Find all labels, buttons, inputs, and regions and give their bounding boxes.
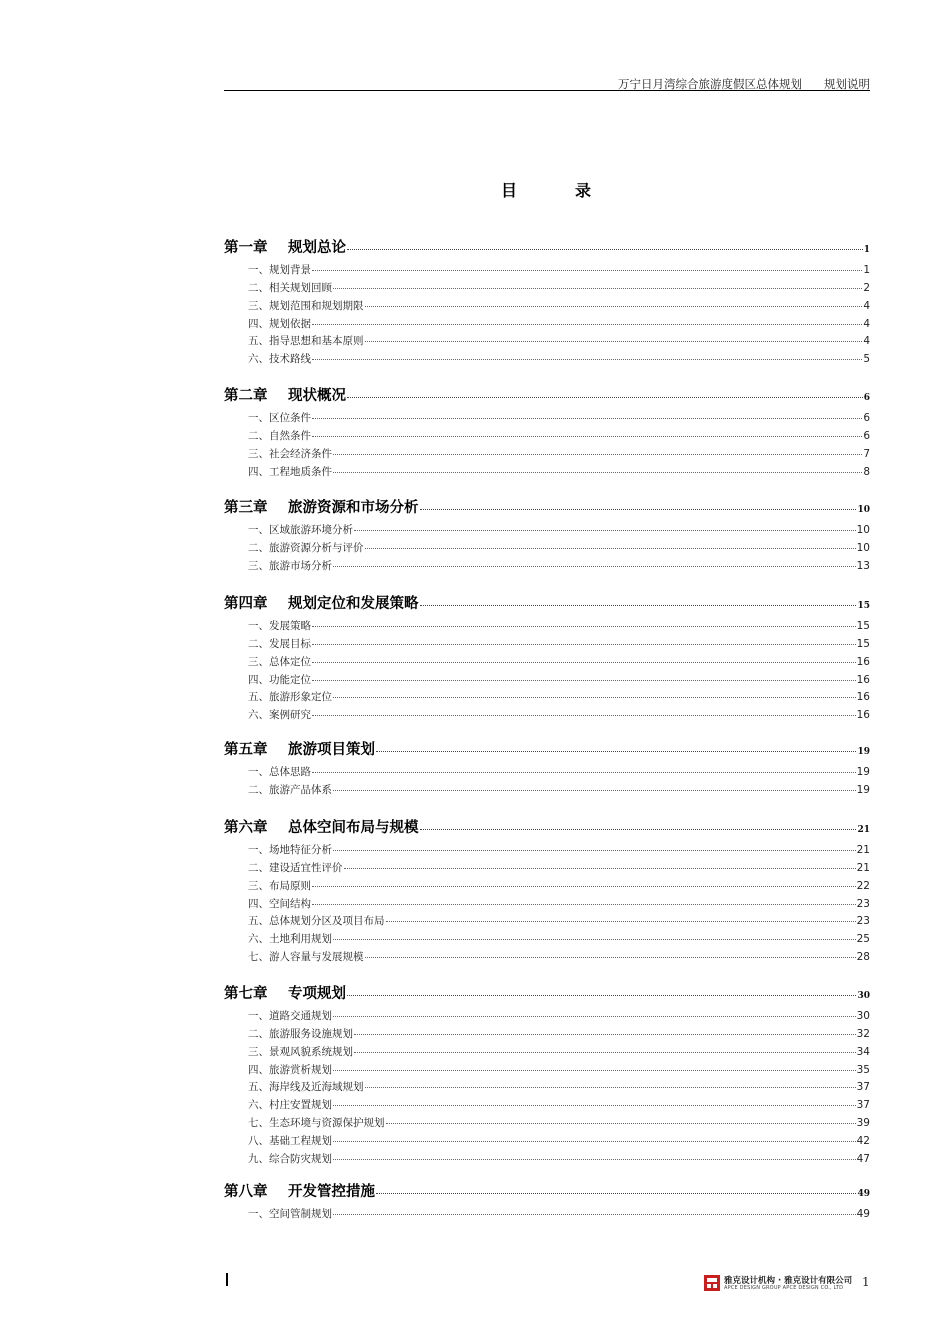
- toc-section-row[interactable]: [248, 672, 870, 686]
- section-label: 一、区位条件: [248, 412, 311, 424]
- dot-leader: [312, 418, 862, 419]
- section-page: 37: [856, 1099, 870, 1112]
- section-label: 四、旅游赏析规划: [248, 1063, 332, 1076]
- dot-leader: [354, 1034, 856, 1035]
- toc-section-row[interactable]: [248, 636, 870, 650]
- toc-section-row[interactable]: [248, 764, 870, 778]
- toc-section-row[interactable]: [248, 707, 870, 721]
- section-page: 2: [863, 281, 870, 294]
- toc-section-row[interactable]: [248, 1206, 870, 1220]
- section-label: 三、规划范围和规划期限: [248, 299, 364, 312]
- section-page: 23: [856, 915, 870, 928]
- toc-section-row[interactable]: [248, 878, 870, 892]
- dot-leader: [333, 1016, 856, 1017]
- toc-title-left: 目: [501, 181, 518, 200]
- toc-chapter-row[interactable]: [224, 384, 870, 404]
- toc-section-row[interactable]: [248, 842, 870, 856]
- section-label: 四、工程地质条件: [248, 465, 332, 478]
- section-label: 二、自然条件: [248, 429, 311, 442]
- dot-leader: [312, 436, 862, 437]
- section-page: 42: [856, 1134, 870, 1147]
- toc-section-row[interactable]: [248, 558, 870, 572]
- section-page: 7: [863, 447, 870, 460]
- toc-section-row[interactable]: [248, 464, 870, 478]
- dot-leader: [365, 1087, 856, 1088]
- dot-leader: [354, 1052, 856, 1053]
- dot-leader: [333, 1070, 856, 1071]
- toc-section-row[interactable]: [248, 446, 870, 460]
- chapter-number: 第六章: [224, 820, 268, 836]
- chapter-title: 旅游项目策划: [288, 742, 375, 758]
- page-header: [224, 76, 870, 90]
- toc-section-row[interactable]: [248, 333, 870, 347]
- section-label: 一、场地特征分析: [248, 844, 332, 856]
- section-page: 10: [856, 524, 870, 536]
- toc-section-row[interactable]: [248, 1097, 870, 1111]
- dot-leader: [312, 886, 856, 887]
- toc-section-row[interactable]: [248, 280, 870, 294]
- logo-mark-icon: [704, 1275, 720, 1291]
- section-page: 21: [856, 861, 870, 874]
- section-label: 三、社会经济条件: [248, 447, 332, 460]
- chapter-title: 规划总论: [288, 240, 346, 256]
- dot-leader: [333, 939, 856, 940]
- toc-section-row[interactable]: [248, 1044, 870, 1058]
- dot-leader: [347, 397, 863, 398]
- dot-leader: [333, 1105, 856, 1106]
- header-doc-type: 规划说明: [824, 77, 870, 91]
- section-label: 二、旅游服务设施规划: [248, 1027, 353, 1040]
- chapter-page: 19: [857, 747, 870, 757]
- dot-leader: [312, 324, 862, 325]
- toc-section-row[interactable]: [248, 522, 870, 536]
- section-page: 13: [856, 559, 870, 572]
- section-page: 16: [856, 655, 870, 668]
- toc-chapter-row[interactable]: [224, 496, 870, 516]
- section-label: 一、道路交通规划: [248, 1010, 332, 1022]
- dot-leader: [312, 626, 856, 627]
- chapter-page: 49: [857, 1189, 870, 1199]
- section-label: 三、总体定位: [248, 655, 311, 668]
- dot-leader: [365, 957, 856, 958]
- section-label: 二、旅游产品体系: [248, 783, 332, 796]
- section-page: 10: [856, 541, 870, 554]
- dot-leader: [365, 306, 863, 307]
- dot-leader: [333, 288, 862, 289]
- section-label: 一、区域旅游环境分析: [248, 524, 353, 536]
- chapter-page: 10: [857, 505, 870, 515]
- section-label: 四、空间结构: [248, 897, 311, 910]
- chapter-title: 现状概况: [288, 388, 346, 404]
- toc-section-row[interactable]: [248, 913, 870, 927]
- dot-leader: [312, 359, 862, 360]
- toc-chapter-row[interactable]: [224, 236, 870, 256]
- chapter-title: 专项规划: [288, 986, 346, 1002]
- section-label: 三、景观风貌系统规划: [248, 1045, 353, 1058]
- section-page: 35: [856, 1063, 870, 1076]
- toc-section-row[interactable]: [248, 896, 870, 910]
- section-label: 五、旅游形象定位: [248, 691, 332, 704]
- dot-leader: [312, 904, 856, 905]
- toc-chapter-row[interactable]: [224, 816, 870, 836]
- logo-cn-text: 雅克设计机构 · 雅克设计有限公司: [724, 1276, 853, 1286]
- toc-section-row[interactable]: [248, 540, 870, 554]
- chapter-number: 第四章: [224, 596, 268, 612]
- toc-section-row[interactable]: [248, 351, 870, 365]
- dot-leader: [312, 644, 856, 645]
- dot-leader: [365, 341, 863, 342]
- dot-leader: [376, 751, 856, 752]
- toc-section-row[interactable]: [248, 1133, 870, 1147]
- section-label: 一、规划背景: [248, 264, 311, 276]
- section-page: 5: [863, 353, 870, 366]
- toc-section-row[interactable]: [248, 1115, 870, 1129]
- dot-leader: [312, 715, 856, 716]
- dot-leader: [347, 995, 856, 996]
- section-label: 六、村庄安置规划: [248, 1099, 332, 1112]
- chapter-number: 第八章: [224, 1184, 268, 1200]
- toc-section-row[interactable]: [248, 1079, 870, 1093]
- toc-section-row[interactable]: [248, 262, 870, 276]
- section-label: 七、生态环境与资源保护规划: [248, 1117, 385, 1130]
- section-label: 八、基础工程规划: [248, 1134, 332, 1147]
- section-page: 34: [856, 1045, 870, 1058]
- chapter-number: 第七章: [224, 986, 268, 1002]
- page-number: 1: [862, 1275, 870, 1289]
- section-page: 15: [856, 620, 870, 632]
- section-page: 15: [856, 637, 870, 650]
- section-page: 21: [856, 844, 870, 856]
- dot-leader: [386, 1123, 856, 1124]
- dot-leader: [312, 680, 856, 681]
- section-page: 39: [856, 1117, 870, 1130]
- section-label: 五、海岸线及近海域规划: [248, 1081, 364, 1094]
- section-page: 16: [856, 691, 870, 704]
- dot-leader: [386, 921, 856, 922]
- dot-leader: [344, 868, 856, 869]
- dot-leader: [312, 270, 862, 271]
- section-label: 九、综合防灾规划: [248, 1152, 332, 1165]
- section-page: 37: [856, 1081, 870, 1094]
- dot-leader: [312, 772, 856, 773]
- dot-leader: [333, 697, 856, 698]
- section-page: 32: [856, 1027, 870, 1040]
- section-page: 30: [856, 1010, 870, 1022]
- section-label: 三、布局原则: [248, 879, 311, 892]
- dot-leader: [333, 454, 862, 455]
- section-label: 二、相关规划回顾: [248, 281, 332, 294]
- section-label: 六、案例研究: [248, 709, 311, 722]
- dot-leader: [376, 1193, 856, 1194]
- chapter-title: 总体空间布局与规模: [288, 820, 419, 836]
- chapter-page: 15: [857, 601, 870, 611]
- section-page: 6: [863, 412, 870, 424]
- section-label: 二、发展目标: [248, 637, 311, 650]
- section-label: 一、发展策略: [248, 620, 311, 632]
- toc-title-right: 录: [575, 181, 592, 200]
- dot-leader: [333, 472, 862, 473]
- section-page: 28: [856, 951, 870, 964]
- toc-section-row[interactable]: [248, 428, 870, 442]
- dot-leader: [333, 850, 856, 851]
- chapter-number: 第一章: [224, 240, 268, 256]
- toc-section-row[interactable]: [248, 1026, 870, 1040]
- toc-chapter-row[interactable]: [224, 982, 870, 1002]
- section-page: 6: [863, 429, 870, 442]
- toc-section-row[interactable]: [248, 1062, 870, 1076]
- section-page: 1: [863, 264, 870, 276]
- toc-section-row[interactable]: [248, 316, 870, 330]
- chapter-number: 第二章: [224, 388, 268, 404]
- section-page: 8: [863, 465, 870, 478]
- toc-chapter-row[interactable]: [224, 738, 870, 758]
- toc-section-row[interactable]: [248, 689, 870, 703]
- section-page: 25: [856, 933, 870, 946]
- section-label: 三、旅游市场分析: [248, 559, 332, 572]
- toc-section-row[interactable]: [248, 1008, 870, 1022]
- toc-section-row[interactable]: [248, 860, 870, 874]
- dot-leader: [347, 249, 863, 250]
- dot-leader: [333, 1214, 856, 1215]
- section-label: 一、总体思路: [248, 766, 311, 778]
- toc-chapter-row[interactable]: [224, 592, 870, 612]
- toc-section-row[interactable]: [248, 654, 870, 668]
- section-label: 四、功能定位: [248, 673, 311, 686]
- chapter-number: 第三章: [224, 500, 268, 516]
- dot-leader: [420, 605, 857, 606]
- chapter-page: 30: [857, 991, 870, 1001]
- section-page: 19: [856, 783, 870, 796]
- toc-section-row[interactable]: [248, 298, 870, 312]
- section-page: 4: [863, 335, 870, 348]
- toc-section-row[interactable]: [248, 618, 870, 632]
- chapter-page: 6: [863, 393, 870, 403]
- toc-section-row[interactable]: [248, 931, 870, 945]
- chapter-page: 21: [857, 825, 870, 835]
- dot-leader: [333, 1141, 856, 1142]
- footer-bar: [226, 1273, 228, 1286]
- section-page: 16: [856, 709, 870, 722]
- section-label: 一、空间管制规划: [248, 1208, 332, 1220]
- section-label: 二、建设适宜性评价: [248, 861, 343, 874]
- section-label: 二、旅游资源分析与评价: [248, 541, 364, 554]
- section-page: 4: [863, 299, 870, 312]
- section-label: 五、指导思想和基本原则: [248, 335, 364, 348]
- chapter-number: 第五章: [224, 742, 268, 758]
- toc-title: [501, 178, 591, 201]
- section-page: 19: [856, 766, 870, 778]
- section-page: 4: [863, 317, 870, 330]
- toc-section-row[interactable]: [248, 410, 870, 424]
- toc-section-row[interactable]: [248, 949, 870, 963]
- dot-leader: [333, 1159, 856, 1160]
- toc-section-row[interactable]: [248, 1151, 870, 1165]
- chapter-page: 1: [863, 245, 870, 255]
- section-label: 六、土地利用规划: [248, 933, 332, 946]
- section-label: 四、规划依据: [248, 317, 311, 330]
- dot-leader: [354, 530, 856, 531]
- section-page: 16: [856, 673, 870, 686]
- section-page: 47: [856, 1152, 870, 1165]
- section-page: 49: [856, 1208, 870, 1220]
- dot-leader: [365, 548, 856, 549]
- chapter-title: 开发管控措施: [288, 1184, 375, 1200]
- dot-leader: [333, 790, 856, 791]
- company-logo: [704, 1275, 854, 1293]
- chapter-title: 规划定位和发展策略: [288, 596, 419, 612]
- dot-leader: [420, 829, 857, 830]
- section-label: 五、总体规划分区及项目布局: [248, 915, 385, 928]
- section-page: 22: [856, 879, 870, 892]
- toc-section-row[interactable]: [248, 782, 870, 796]
- dot-leader: [312, 662, 856, 663]
- dot-leader: [420, 509, 857, 510]
- dot-leader: [333, 566, 856, 567]
- section-label: 六、技术路线: [248, 353, 311, 366]
- logo-en-text: APCE DESIGN GROUP APCE DESIGN CO., LTD: [724, 1285, 844, 1291]
- toc-chapter-row[interactable]: [224, 1180, 870, 1200]
- section-label: 七、游人容量与发展规模: [248, 951, 364, 964]
- chapter-title: 旅游资源和市场分析: [288, 500, 419, 516]
- header-doc-title: 万宁日月湾综合旅游度假区总体规划: [618, 77, 802, 91]
- section-page: 23: [856, 897, 870, 910]
- header-rule: [224, 90, 870, 91]
